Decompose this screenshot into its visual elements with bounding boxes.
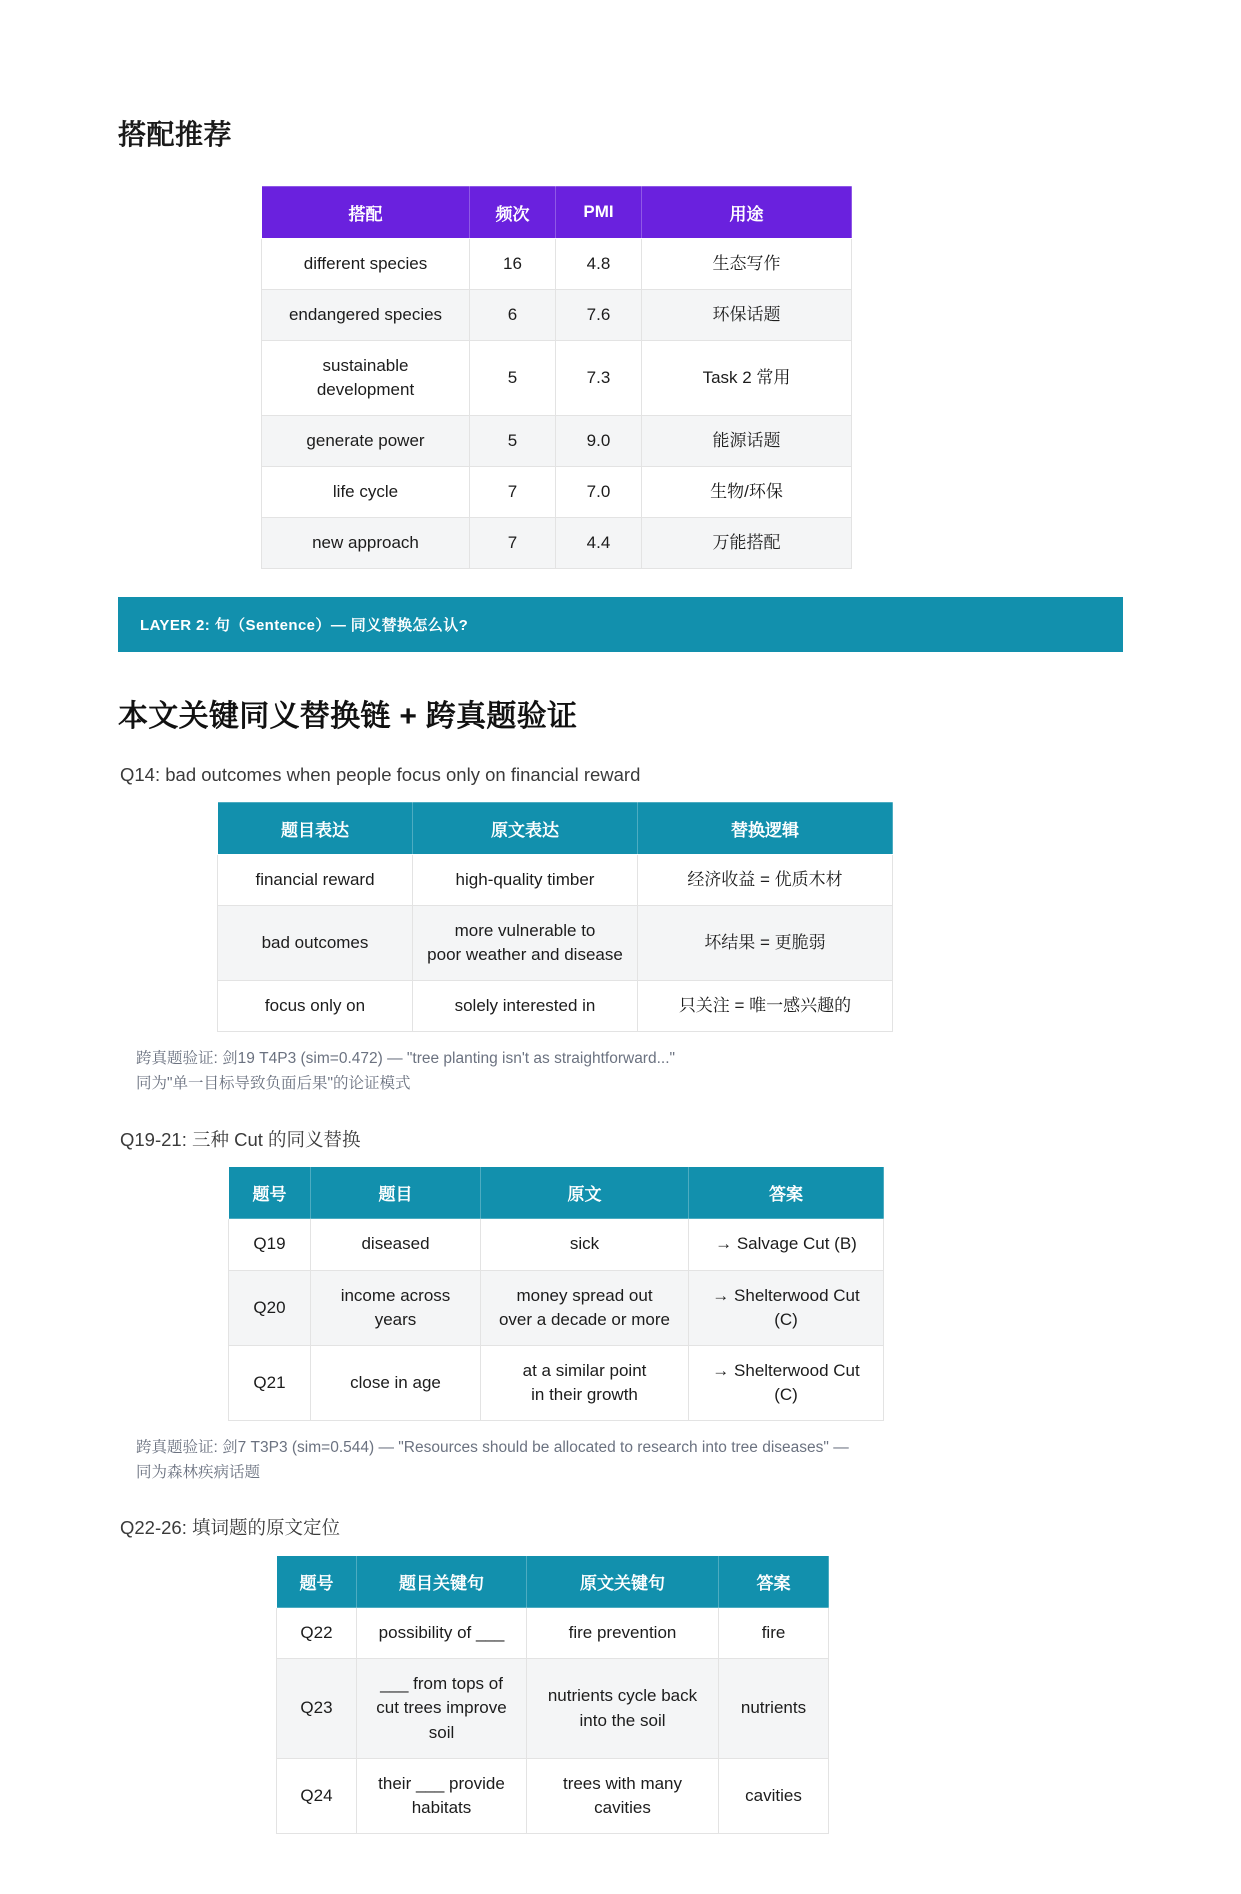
cell-question-text: close in age bbox=[311, 1345, 481, 1420]
cell-pmi: 4.8 bbox=[556, 238, 642, 289]
table-header-row bbox=[218, 802, 893, 854]
column-header-question-expression: 题目表达 bbox=[218, 802, 413, 854]
q19-note-line-2: 同为森林疾病话题 bbox=[136, 1464, 261, 1482]
q14-note-line-2: 同为"单一目标导致负面后果"的论证模式 bbox=[136, 1075, 411, 1093]
q19-table-body bbox=[229, 1219, 884, 1421]
cell-usage: Task 2 常用 bbox=[642, 340, 852, 415]
table-row bbox=[229, 1345, 884, 1420]
cell-collocation: life cycle bbox=[262, 467, 470, 518]
table-row bbox=[262, 238, 852, 289]
cell-usage: 万能搭配 bbox=[642, 518, 852, 569]
cell-question-number: Q20 bbox=[229, 1270, 311, 1345]
cell-answer: fire bbox=[719, 1608, 829, 1659]
q14-table-body bbox=[218, 854, 893, 1032]
cell-question-number: Q19 bbox=[229, 1219, 311, 1270]
cell-passage-expression: more vulnerable to poor weather and disease bbox=[413, 905, 638, 980]
table-row bbox=[277, 1659, 829, 1758]
table-row bbox=[277, 1758, 829, 1833]
cell-question-expression: focus only on bbox=[218, 981, 413, 1032]
q22-label: Q22-26: 填词题的原文定位 bbox=[120, 1517, 340, 1539]
table-row bbox=[218, 981, 893, 1032]
column-header-passage-expression: 原文表达 bbox=[413, 802, 638, 854]
column-header-frequency: 频次 bbox=[470, 186, 556, 238]
cell-frequency: 16 bbox=[470, 238, 556, 289]
cell-usage: 生态写作 bbox=[642, 238, 852, 289]
cell-passage-text: at a similar point in their growth bbox=[481, 1345, 689, 1420]
cell-question-keyphrase: possibility of ___ bbox=[357, 1608, 527, 1659]
table-row bbox=[262, 467, 852, 518]
q22-table bbox=[276, 1555, 829, 1834]
cell-question-expression: financial reward bbox=[218, 854, 413, 905]
section-title-synonym: 本文关键同义替换链 + 跨真题验证 bbox=[118, 700, 578, 734]
cell-passage-keyphrase: nutrients cycle back into the soil bbox=[527, 1659, 719, 1758]
column-header-passage-keyphrase: 原文关键句 bbox=[527, 1556, 719, 1608]
cell-answer: cavities bbox=[719, 1758, 829, 1833]
cell-frequency: 7 bbox=[470, 518, 556, 569]
column-header-question-text: 题目 bbox=[311, 1167, 481, 1219]
layer-2-banner: LAYER 2: 句（Sentence）— 同义替换怎么认? bbox=[118, 597, 1123, 652]
cell-question-number: Q23 bbox=[277, 1659, 357, 1758]
cell-passage-keyphrase: trees with many cavities bbox=[527, 1758, 719, 1833]
table-row bbox=[229, 1270, 884, 1345]
cell-collocation: different species bbox=[262, 238, 470, 289]
q14-label: Q14: bad outcomes when people focus only on financial reward bbox=[120, 763, 641, 785]
table-row bbox=[262, 518, 852, 569]
q19-table bbox=[228, 1166, 884, 1421]
cell-answer: nutrients bbox=[719, 1659, 829, 1758]
cell-question-number: Q24 bbox=[277, 1758, 357, 1833]
collocation-table bbox=[261, 186, 852, 570]
cell-pmi: 7.0 bbox=[556, 467, 642, 518]
collocation-table-body bbox=[262, 238, 852, 569]
table-row bbox=[262, 340, 852, 415]
cell-question-number: Q22 bbox=[277, 1608, 357, 1659]
cell-substitution-logic: 坏结果 = 更脆弱 bbox=[638, 905, 893, 980]
cell-substitution-logic: 只关注 = 唯一感兴趣的 bbox=[638, 981, 893, 1032]
cell-usage: 生物/环保 bbox=[642, 467, 852, 518]
cell-collocation: generate power bbox=[262, 416, 470, 467]
table-header-row bbox=[229, 1167, 884, 1219]
cell-frequency: 5 bbox=[470, 340, 556, 415]
cell-question-text: diseased bbox=[311, 1219, 481, 1270]
cell-frequency: 6 bbox=[470, 289, 556, 340]
column-header-collocation: 搭配 bbox=[262, 186, 470, 238]
q19-label: Q19-21: 三种 Cut 的同义替换 bbox=[120, 1128, 361, 1150]
column-header-question-keyphrase: 题目关键句 bbox=[357, 1556, 527, 1608]
cell-usage: 环保话题 bbox=[642, 289, 852, 340]
table-header-row bbox=[262, 186, 852, 238]
cell-collocation: sustainable development bbox=[262, 340, 470, 415]
page-title-collocation: 搭配推荐 bbox=[118, 119, 233, 150]
table-row bbox=[218, 905, 893, 980]
column-header-question-number: 题号 bbox=[229, 1167, 311, 1219]
cell-frequency: 5 bbox=[470, 416, 556, 467]
q19-note-line-1: 跨真题验证: 剑7 T3P3 (sim=0.544) — "Resources should be allocated to research into tree diseases" — bbox=[136, 1439, 849, 1457]
cell-pmi: 7.3 bbox=[556, 340, 642, 415]
column-header-answer: 答案 bbox=[689, 1167, 884, 1219]
column-header-passage-text: 原文 bbox=[481, 1167, 689, 1219]
cell-usage: 能源话题 bbox=[642, 416, 852, 467]
column-header-usage: 用途 bbox=[642, 186, 852, 238]
q14-note-line-1: 跨真题验证: 剑19 T4P3 (sim=0.472) — "tree planting isn't as straightforward..." bbox=[136, 1050, 676, 1068]
q19-cross-verification-note bbox=[136, 1435, 1076, 1485]
cell-passage-text: sick bbox=[481, 1219, 689, 1270]
cell-passage-keyphrase: fire prevention bbox=[527, 1608, 719, 1659]
cell-question-keyphrase: ___ from tops of cut trees improve soil bbox=[357, 1659, 527, 1758]
cell-pmi: 9.0 bbox=[556, 416, 642, 467]
cell-collocation: endangered species bbox=[262, 289, 470, 340]
cell-passage-expression: high-quality timber bbox=[413, 854, 638, 905]
cell-question-keyphrase: their ___ provide habitats bbox=[357, 1758, 527, 1833]
table-row bbox=[262, 416, 852, 467]
cell-pmi: 4.4 bbox=[556, 518, 642, 569]
q14-cross-verification-note bbox=[136, 1046, 1076, 1096]
cell-answer: → Salvage Cut (B) bbox=[689, 1219, 884, 1270]
cell-passage-text: money spread out over a decade or more bbox=[481, 1270, 689, 1345]
cell-pmi: 7.6 bbox=[556, 289, 642, 340]
cell-question-expression: bad outcomes bbox=[218, 905, 413, 980]
cell-answer: → Shelterwood Cut (C) bbox=[689, 1345, 884, 1420]
cell-question-text: income across years bbox=[311, 1270, 481, 1345]
q14-table bbox=[217, 802, 893, 1033]
column-header-answer: 答案 bbox=[719, 1556, 829, 1608]
table-row bbox=[262, 289, 852, 340]
table-row bbox=[218, 854, 893, 905]
cell-collocation: new approach bbox=[262, 518, 470, 569]
cell-passage-expression: solely interested in bbox=[413, 981, 638, 1032]
cell-answer: → Shelterwood Cut (C) bbox=[689, 1270, 884, 1345]
column-header-substitution-logic: 替换逻辑 bbox=[638, 802, 893, 854]
table-row bbox=[277, 1608, 829, 1659]
table-row bbox=[229, 1219, 884, 1270]
cell-substitution-logic: 经济收益 = 优质木材 bbox=[638, 854, 893, 905]
cell-frequency: 7 bbox=[470, 467, 556, 518]
q22-table-body bbox=[277, 1608, 829, 1834]
column-header-question-number: 题号 bbox=[277, 1556, 357, 1608]
cell-question-number: Q21 bbox=[229, 1345, 311, 1420]
column-header-pmi: PMI bbox=[556, 186, 642, 238]
table-header-row bbox=[277, 1556, 829, 1608]
